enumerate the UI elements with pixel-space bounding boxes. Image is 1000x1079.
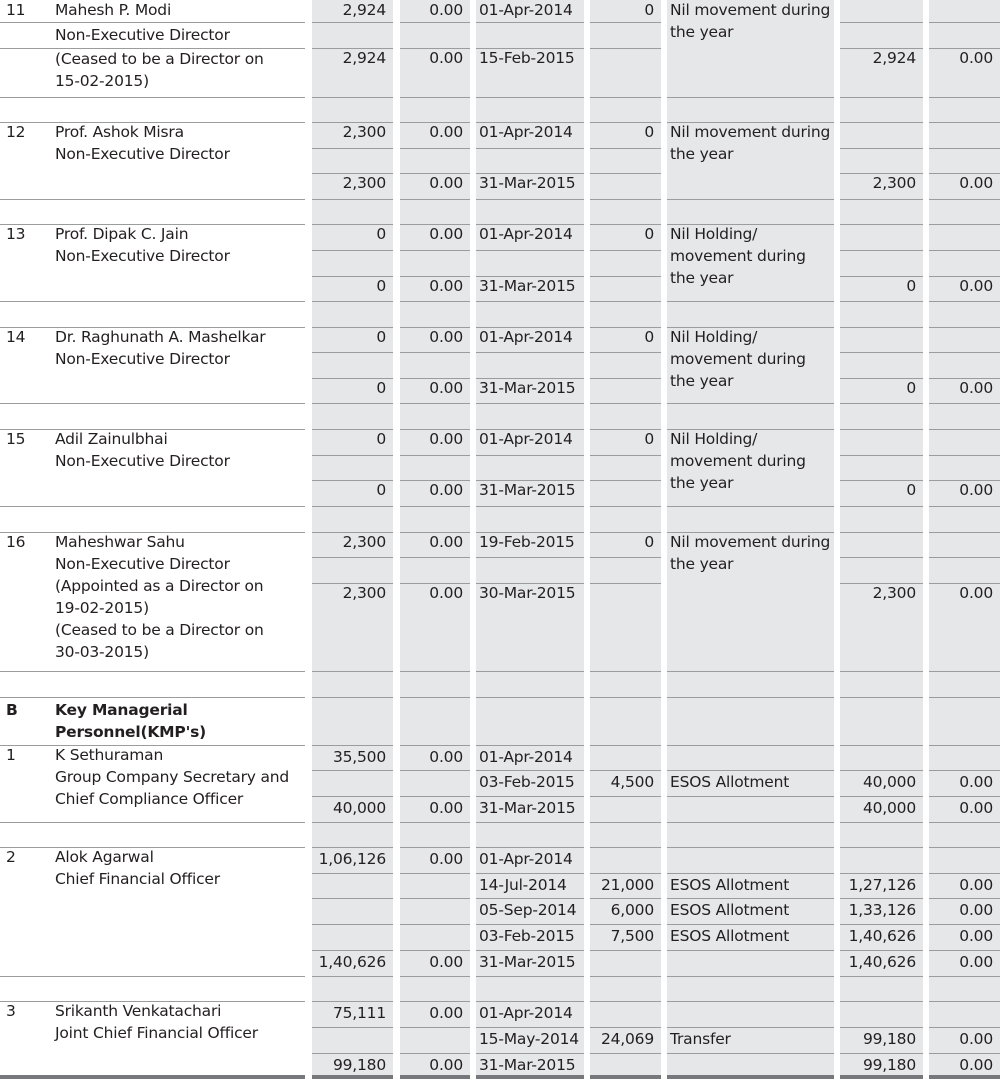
date-value: 31-Mar-2015: [479, 1056, 576, 1074]
row-divider: [667, 697, 834, 698]
date-value: 01-Apr-2014: [479, 748, 573, 766]
row-divider: [840, 847, 923, 848]
row-divider: [400, 199, 470, 200]
row-divider: [929, 506, 1000, 507]
pct-value: 0.00: [429, 379, 463, 397]
serial-number: 12: [6, 123, 26, 141]
cum-pct-value: 0.00: [959, 1030, 993, 1048]
serial-number: 13: [6, 225, 26, 243]
row-divider: [590, 48, 661, 49]
row-divider: [312, 97, 393, 98]
pct-value: 0.00: [429, 430, 463, 448]
row-divider: [590, 199, 661, 200]
row-divider: [840, 250, 923, 251]
row-divider: [929, 429, 1000, 430]
row-divider: [840, 745, 923, 746]
row-divider: [400, 301, 470, 302]
row-divider: [0, 403, 305, 404]
shares-value: 75,111: [332, 1004, 386, 1022]
cum-shares-value: 1,40,626: [848, 927, 916, 945]
row-divider: [590, 506, 661, 507]
row-divider: [590, 276, 661, 277]
pct-value: 0.00: [429, 799, 463, 817]
serial-number: 16: [6, 533, 26, 551]
director-note: (Ceased to be a Director on 15-02-2015): [55, 50, 264, 90]
row-divider: [400, 455, 470, 456]
row-divider: [312, 671, 393, 672]
shares-value: 0: [376, 277, 386, 295]
pct-value: 0.00: [429, 953, 463, 971]
cum-shares-value: 99,180: [862, 1030, 916, 1048]
change-value: 7,500: [610, 927, 654, 945]
row-divider: [667, 97, 834, 98]
date-value: 31-Mar-2015: [479, 379, 576, 397]
cum-shares-value: 1,27,126: [848, 876, 916, 894]
row-divider: [476, 352, 584, 353]
row-divider: [590, 148, 661, 149]
row-divider: [667, 796, 834, 797]
cum-pct-value: 0.00: [959, 799, 993, 817]
row-divider: [0, 22, 305, 23]
row-divider: [929, 745, 1000, 746]
change-value: 0: [644, 1, 654, 19]
cum-pct-value: 0.00: [959, 953, 993, 971]
reason-text: Nil Holding/ movement during the year: [670, 225, 806, 287]
row-divider: [929, 301, 1000, 302]
cum-shares-value: 0: [906, 277, 916, 295]
change-value: 0: [644, 533, 654, 551]
row-divider: [476, 976, 584, 977]
shares-value: 40,000: [332, 799, 386, 817]
pct-value: 0.00: [429, 174, 463, 192]
row-divider: [400, 822, 470, 823]
row-divider: [400, 97, 470, 98]
date-value: 15-Feb-2015: [479, 49, 575, 67]
change-value: 21,000: [600, 876, 654, 894]
row-divider: [312, 822, 393, 823]
row-divider: [840, 557, 923, 558]
row-divider: [590, 557, 661, 558]
reason-text: Nil movement during the year: [670, 1, 831, 41]
row-divider: [400, 671, 470, 672]
cum-shares-value: 2,300: [872, 174, 916, 192]
pct-value: 0.00: [429, 584, 463, 602]
shares-value: 1,06,126: [318, 850, 386, 868]
change-value: 24,069: [600, 1030, 654, 1048]
row-divider: [667, 301, 834, 302]
row-divider: [312, 250, 393, 251]
row-divider: [590, 1075, 661, 1079]
pct-value: 0.00: [429, 123, 463, 141]
cum-shares-value: 2,300: [872, 584, 916, 602]
reason-value: Transfer: [670, 1030, 731, 1048]
director-name: Prof. Ashok Misra Non-Executive Director: [55, 123, 230, 163]
change-value: 0: [644, 430, 654, 448]
row-divider: [312, 199, 393, 200]
date-value: 01-Apr-2014: [479, 850, 573, 868]
shares-value: 2,924: [342, 1, 386, 19]
row-divider: [476, 671, 584, 672]
row-divider: [840, 122, 923, 123]
row-divider: [0, 301, 305, 302]
row-divider: [400, 1075, 470, 1079]
date-value: 14-Jul-2014: [479, 876, 567, 894]
row-divider: [929, 352, 1000, 353]
row-divider: [312, 557, 393, 558]
row-divider: [840, 403, 923, 404]
row-divider: [312, 148, 393, 149]
pct-value: 0.00: [429, 328, 463, 346]
row-divider: [840, 455, 923, 456]
reason-text: Nil Holding/ movement during the year: [670, 430, 806, 492]
row-divider: [476, 22, 584, 23]
row-divider: [840, 301, 923, 302]
row-divider: [590, 847, 661, 848]
shares-value: 0: [376, 225, 386, 243]
reason-value: ESOS Allotment: [670, 876, 790, 894]
row-divider: [840, 327, 923, 328]
row-divider: [590, 352, 661, 353]
row-divider: [0, 1075, 305, 1079]
row-divider: [929, 22, 1000, 23]
row-divider: [312, 1027, 393, 1028]
row-divider: [929, 976, 1000, 977]
cum-pct-value: 0.00: [959, 481, 993, 499]
date-value: 15-May-2014: [479, 1030, 579, 1048]
row-divider: [476, 148, 584, 149]
row-divider: [667, 1075, 834, 1079]
row-divider: [590, 950, 661, 951]
row-divider: [312, 506, 393, 507]
row-divider: [312, 403, 393, 404]
reason-value: ESOS Allotment: [670, 927, 790, 945]
date-value: 31-Mar-2015: [479, 799, 576, 817]
shares-value: 99,180: [332, 1056, 386, 1074]
row-divider: [590, 697, 661, 698]
row-divider: [667, 403, 834, 404]
cum-shares-value: 99,180: [862, 1056, 916, 1074]
row-divider: [929, 557, 1000, 558]
row-divider: [929, 97, 1000, 98]
row-divider: [929, 327, 1000, 328]
cum-shares-value: 2,924: [872, 49, 916, 67]
row-divider: [667, 976, 834, 977]
row-divider: [929, 199, 1000, 200]
row-divider: [667, 745, 834, 746]
row-divider: [476, 1075, 584, 1079]
row-divider: [667, 822, 834, 823]
director-name: Dr. Raghunath A. Mashelkar Non-Executive Director: [55, 328, 266, 368]
row-divider: [0, 822, 305, 823]
row-divider: [476, 403, 584, 404]
date-value: 03-Feb-2015: [479, 773, 575, 791]
cum-shares-value: 40,000: [862, 773, 916, 791]
row-divider: [476, 250, 584, 251]
row-divider: [400, 924, 470, 925]
row-divider: [590, 301, 661, 302]
row-divider: [400, 898, 470, 899]
row-divider: [590, 745, 661, 746]
row-divider: [590, 796, 661, 797]
serial-number: 14: [6, 328, 26, 346]
row-divider: [590, 1001, 661, 1002]
date-value: 31-Mar-2015: [479, 953, 576, 971]
row-divider: [476, 455, 584, 456]
row-divider: [476, 697, 584, 698]
row-divider: [840, 22, 923, 23]
pct-value: 0.00: [429, 49, 463, 67]
row-divider: [840, 506, 923, 507]
cum-pct-value: 0.00: [959, 584, 993, 602]
row-divider: [667, 1053, 834, 1054]
row-divider: [667, 950, 834, 951]
row-divider: [840, 1001, 923, 1002]
shares-value: 2,300: [342, 123, 386, 141]
date-value: 31-Mar-2015: [479, 277, 576, 295]
serial-number: 2: [6, 848, 16, 866]
date-value: 01-Apr-2014: [479, 328, 573, 346]
serial-number: 1: [6, 746, 16, 764]
cum-pct-value: 0.00: [959, 927, 993, 945]
shares-value: 1,40,626: [318, 953, 386, 971]
date-value: 31-Mar-2015: [479, 481, 576, 499]
shares-value: 2,300: [342, 174, 386, 192]
row-divider: [840, 976, 923, 977]
row-divider: [312, 898, 393, 899]
reason-text: Nil movement during the year: [670, 123, 831, 163]
row-divider: [400, 352, 470, 353]
section-label: B: [6, 701, 18, 719]
reason-value: ESOS Allotment: [670, 773, 790, 791]
row-divider: [312, 1075, 393, 1079]
row-divider: [667, 671, 834, 672]
pct-value: 0.00: [429, 225, 463, 243]
serial-number: 11: [6, 1, 26, 19]
shares-value: 2,924: [342, 49, 386, 67]
date-value: 19-Feb-2015: [479, 533, 575, 551]
change-value: 0: [644, 328, 654, 346]
kmp-name: Srikanth Venkatachari Joint Chief Financial Officer: [55, 1002, 258, 1042]
cum-shares-value: 1,33,126: [848, 901, 916, 919]
row-divider: [840, 1075, 923, 1079]
row-divider: [840, 697, 923, 698]
row-divider: [0, 199, 305, 200]
row-divider: [400, 22, 470, 23]
date-value: 01-Apr-2014: [479, 430, 573, 448]
shares-value: 2,300: [342, 584, 386, 602]
row-divider: [476, 822, 584, 823]
row-divider: [667, 1001, 834, 1002]
row-divider: [929, 532, 1000, 533]
shares-value: 2,300: [342, 533, 386, 551]
row-divider: [929, 697, 1000, 698]
row-divider: [476, 199, 584, 200]
pct-value: 0.00: [429, 748, 463, 766]
row-divider: [0, 697, 305, 698]
row-divider: [667, 847, 834, 848]
shares-value: 0: [376, 328, 386, 346]
row-divider: [0, 97, 305, 98]
row-divider: [400, 697, 470, 698]
director-name: Prof. Dipak C. Jain Non-Executive Director: [55, 225, 230, 265]
date-value: 05-Sep-2014: [479, 901, 577, 919]
row-divider: [840, 148, 923, 149]
row-divider: [312, 873, 393, 874]
row-divider: [840, 822, 923, 823]
pct-value: 0.00: [429, 850, 463, 868]
row-divider: [840, 352, 923, 353]
serial-number: 3: [6, 1002, 16, 1020]
row-divider: [840, 199, 923, 200]
row-divider: [400, 976, 470, 977]
row-divider: [312, 455, 393, 456]
row-divider: [400, 557, 470, 558]
row-divider: [476, 301, 584, 302]
row-divider: [840, 97, 923, 98]
cum-pct-value: 0.00: [959, 876, 993, 894]
shares-value: 35,500: [332, 748, 386, 766]
row-divider: [312, 924, 393, 925]
director-name: Maheshwar Sahu Non-Executive Director (Appointed as a Director on 19-02-2015) (Ceased to be a Director on 30-03-2015): [55, 533, 264, 661]
change-value: 0: [644, 123, 654, 141]
row-divider: [590, 378, 661, 379]
row-divider: [400, 770, 470, 771]
row-divider: [929, 122, 1000, 123]
cum-pct-value: 0.00: [959, 277, 993, 295]
row-divider: [590, 403, 661, 404]
row-divider: [312, 22, 393, 23]
row-divider: [840, 671, 923, 672]
row-divider: [929, 822, 1000, 823]
row-divider: [590, 822, 661, 823]
director-designation: Non-Executive Director: [55, 26, 230, 44]
row-divider: [0, 506, 305, 507]
row-divider: [0, 48, 305, 49]
cum-pct-value: 0.00: [959, 49, 993, 67]
cum-pct-value: 0.00: [959, 773, 993, 791]
row-divider: [0, 671, 305, 672]
change-value: 4,500: [610, 773, 654, 791]
date-value: 30-Mar-2015: [479, 584, 576, 602]
row-divider: [667, 506, 834, 507]
shares-value: 0: [376, 430, 386, 448]
row-divider: [400, 1027, 470, 1028]
director-name: Mahesh P. Modi: [55, 1, 172, 19]
pct-value: 0.00: [429, 1, 463, 19]
pct-value: 0.00: [429, 533, 463, 551]
reason-text: Nil movement during the year: [670, 533, 831, 573]
row-divider: [312, 770, 393, 771]
row-divider: [929, 1001, 1000, 1002]
row-divider: [929, 148, 1000, 149]
row-divider: [929, 455, 1000, 456]
reason-text: Nil Holding/ movement during the year: [670, 328, 806, 390]
row-divider: [476, 506, 584, 507]
row-divider: [590, 173, 661, 174]
row-divider: [0, 976, 305, 977]
cum-shares-value: 0: [906, 481, 916, 499]
row-divider: [312, 697, 393, 698]
change-value: 6,000: [610, 901, 654, 919]
row-divider: [400, 506, 470, 507]
row-divider: [476, 557, 584, 558]
row-divider: [840, 429, 923, 430]
row-divider: [312, 301, 393, 302]
row-divider: [929, 250, 1000, 251]
cum-pct-value: 0.00: [959, 379, 993, 397]
serial-number: 15: [6, 430, 26, 448]
pct-value: 0.00: [429, 277, 463, 295]
cum-pct-value: 0.00: [959, 901, 993, 919]
row-divider: [312, 352, 393, 353]
pct-value: 0.00: [429, 1004, 463, 1022]
date-value: 01-Apr-2014: [479, 225, 573, 243]
row-divider: [590, 250, 661, 251]
date-value: 01-Apr-2014: [479, 1004, 573, 1022]
reason-value: ESOS Allotment: [670, 901, 790, 919]
row-divider: [312, 976, 393, 977]
row-divider: [590, 480, 661, 481]
row-divider: [400, 403, 470, 404]
row-divider: [840, 224, 923, 225]
row-divider: [590, 583, 661, 584]
row-divider: [667, 199, 834, 200]
shares-value: 0: [376, 481, 386, 499]
shares-value: 0: [376, 379, 386, 397]
row-divider: [929, 403, 1000, 404]
date-value: 03-Feb-2015: [479, 927, 575, 945]
date-value: 01-Apr-2014: [479, 1, 573, 19]
director-name: Adil Zainulbhai Non-Executive Director: [55, 430, 230, 470]
row-divider: [400, 148, 470, 149]
cum-shares-value: 40,000: [862, 799, 916, 817]
date-value: 01-Apr-2014: [479, 123, 573, 141]
cum-shares-value: 1,40,626: [848, 953, 916, 971]
cum-pct-value: 0.00: [959, 174, 993, 192]
row-divider: [590, 97, 661, 98]
row-divider: [929, 671, 1000, 672]
row-divider: [400, 250, 470, 251]
row-divider: [590, 455, 661, 456]
row-divider: [590, 976, 661, 977]
row-divider: [840, 532, 923, 533]
row-divider: [590, 671, 661, 672]
pct-value: 0.00: [429, 1056, 463, 1074]
change-value: 0: [644, 225, 654, 243]
cum-pct-value: 0.00: [959, 1056, 993, 1074]
row-divider: [929, 1075, 1000, 1079]
section-title: Key Managerial Personnel(KMP's): [55, 701, 207, 741]
cum-shares-value: 0: [906, 379, 916, 397]
row-divider: [929, 847, 1000, 848]
row-divider: [476, 97, 584, 98]
date-value: 31-Mar-2015: [479, 174, 576, 192]
kmp-name: Alok Agarwal Chief Financial Officer: [55, 848, 220, 888]
row-divider: [590, 22, 661, 23]
row-divider: [929, 224, 1000, 225]
pct-value: 0.00: [429, 481, 463, 499]
kmp-name: K Sethuraman Group Company Secretary and Chief Compliance Officer: [55, 746, 290, 808]
row-divider: [400, 873, 470, 874]
row-divider: [590, 1053, 661, 1054]
